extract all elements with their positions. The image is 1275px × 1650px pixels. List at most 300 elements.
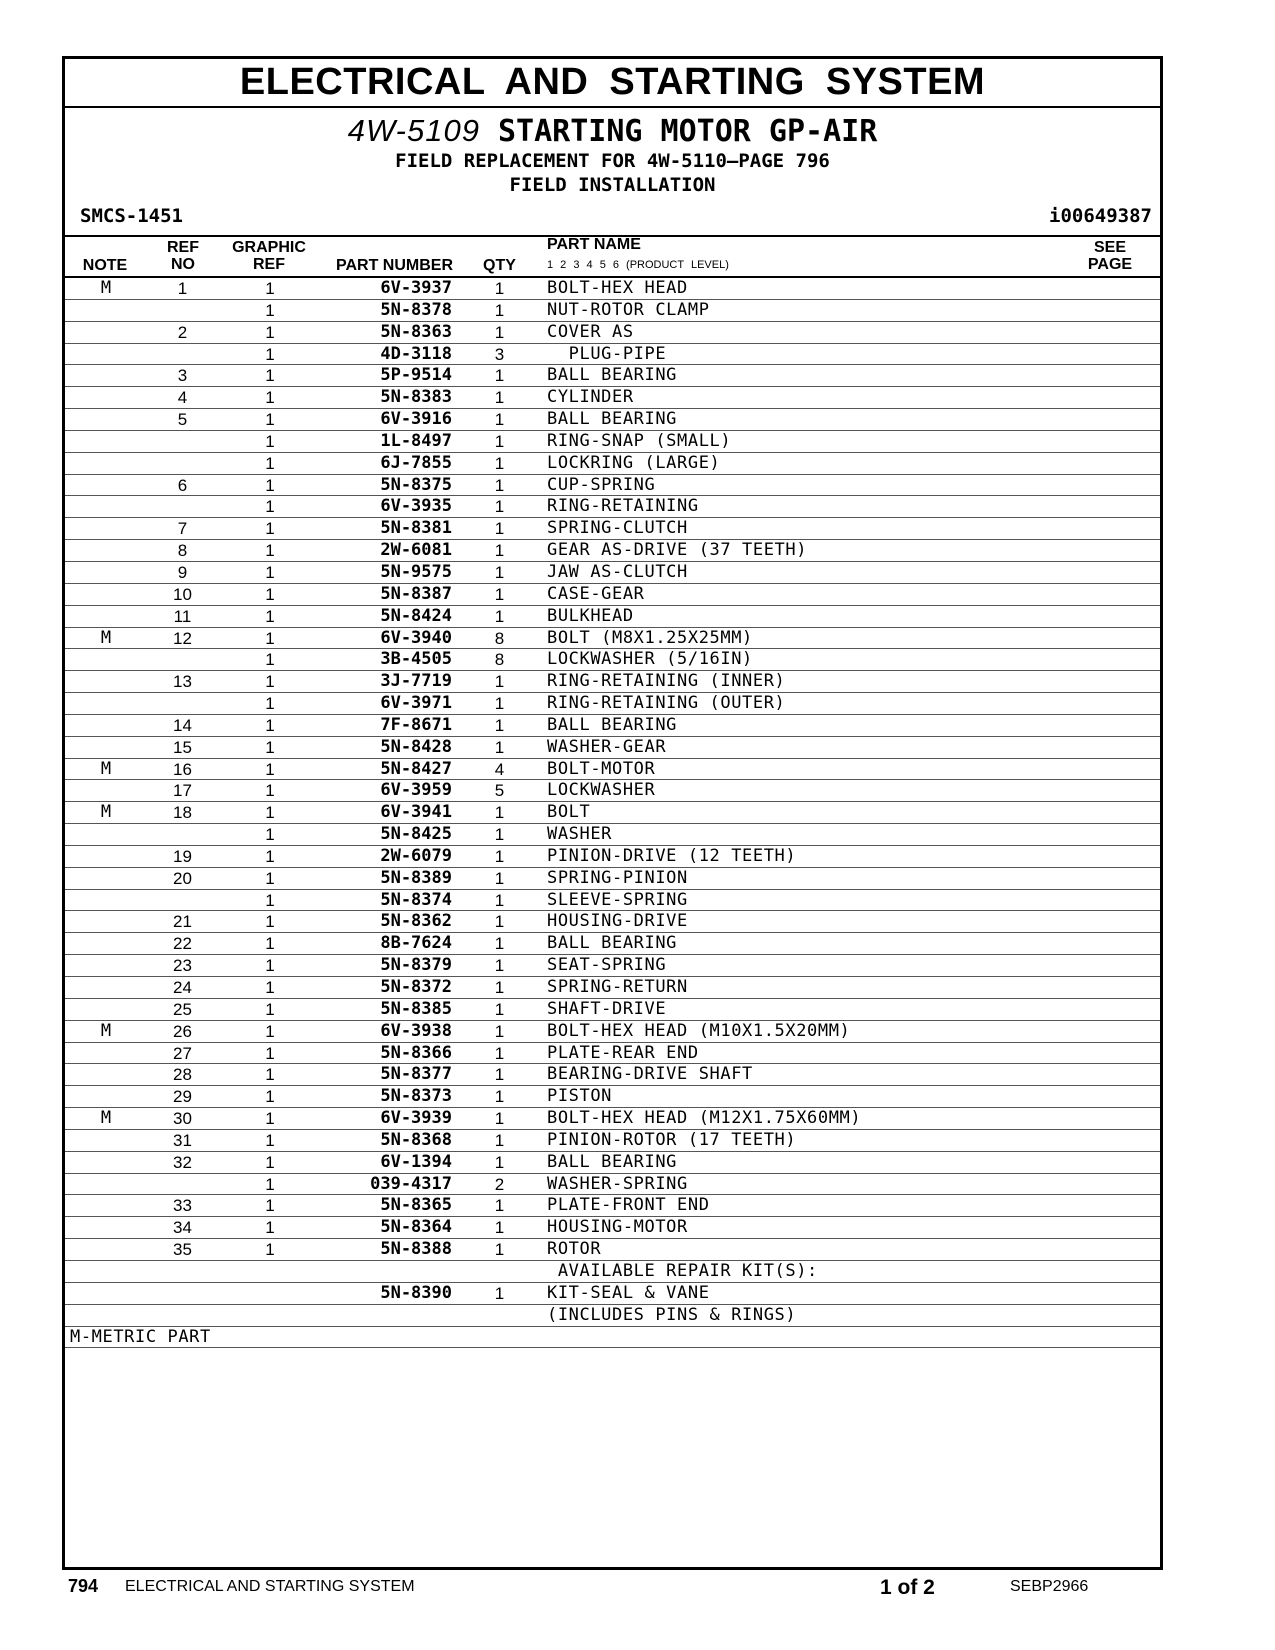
part-number-cell: 7F-8671: [380, 714, 452, 735]
graphic-ref-cell: 1: [265, 1218, 275, 1238]
part-number-cell: 5N-8375: [380, 474, 452, 495]
part-number-cell: 6V-3938: [380, 1020, 452, 1041]
part-name-cell: CYLINDER: [547, 387, 634, 408]
table-row: [65, 1261, 1160, 1283]
part-name-cell: BEARING-DRIVE SHAFT: [547, 1064, 753, 1085]
qty-cell: 1: [494, 453, 505, 473]
part-number-cell: 5N-8362: [380, 911, 452, 932]
table-row: [65, 1086, 1160, 1108]
table-row: [65, 1152, 1160, 1174]
part-name-cell: CASE-GEAR: [547, 583, 645, 604]
table-row: [65, 300, 1160, 322]
part-number-cell: 5N-8383: [380, 387, 452, 408]
part-number-cell: 6V-3971: [380, 693, 452, 714]
graphic-ref-cell: 1: [265, 497, 275, 517]
table-row: [65, 518, 1160, 540]
part-number-cell: 6V-3916: [380, 409, 452, 430]
part-number-cell: 8B-7624: [380, 933, 452, 954]
part-name-cell: (INCLUDES PINS & RINGS): [547, 1304, 797, 1325]
smcs-code: SMCS-1451: [80, 205, 183, 227]
qty-cell: 8: [494, 628, 505, 648]
table-row: [65, 715, 1160, 737]
qty-cell: 1: [494, 300, 505, 320]
parts-table: [65, 278, 1160, 1348]
part-number-cell: 6V-3941: [380, 802, 452, 823]
part-name-cell: BULKHEAD: [547, 605, 634, 626]
qty-cell: 1: [494, 1218, 505, 1238]
col-header-part-name: PART NAME: [547, 236, 641, 253]
part-number-cell: 5N-8427: [380, 758, 452, 779]
part-name-cell: BOLT-MOTOR: [547, 758, 656, 779]
qty-cell: 1: [494, 672, 505, 692]
table-row: [65, 933, 1160, 955]
part-number-cell: 5N-8366: [380, 1042, 452, 1063]
graphic-ref-cell: 1: [265, 825, 275, 845]
ref-no-cell: 11: [173, 606, 192, 626]
ref-no-cell: 16: [173, 759, 192, 779]
col-header-see-page: [1080, 239, 1140, 273]
part-name-cell: GEAR AS-DRIVE (37 TEETH): [547, 540, 808, 561]
qty-cell: 5: [494, 781, 505, 801]
part-number-cell: 2W-6081: [380, 540, 452, 561]
part-number-cell: 1L-8497: [380, 430, 452, 451]
graphic-ref-cell: 1: [265, 388, 275, 408]
qty-cell: 1: [494, 1283, 505, 1303]
graphic-ref-cell: 1: [265, 1021, 275, 1041]
graphic-ref-cell: 1: [265, 300, 275, 320]
part-name-cell: BALL BEARING: [547, 1151, 678, 1172]
page-of: 1 of 2: [880, 1576, 935, 1599]
ref-no-cell: 17: [173, 781, 192, 801]
part-name-cell: HOUSING-MOTOR: [547, 1217, 688, 1238]
qty-cell: 1: [494, 519, 505, 539]
part-name-cell: RING-RETAINING: [547, 496, 699, 517]
graphic-ref-cell: 1: [265, 475, 275, 495]
qty-cell: 1: [494, 803, 505, 823]
metric-footnote: M-METRIC PART: [70, 1326, 211, 1347]
part-name-cell: JAW AS-CLUTCH: [547, 561, 688, 582]
table-row: [65, 649, 1160, 671]
graphic-ref-cell: 1: [265, 1152, 275, 1172]
table-row: [65, 1217, 1160, 1239]
note-cell: M: [100, 1020, 112, 1041]
part-name-cell: RING-SNAP (SMALL): [547, 430, 732, 451]
ref-no-cell: 15: [173, 737, 192, 757]
graphic-ref-cell: 1: [265, 1240, 275, 1260]
part-number-cell: 5N-8374: [380, 889, 452, 910]
part-name-cell: SPRING-PINION: [547, 867, 688, 888]
part-name-cell: WASHER-SPRING: [547, 1173, 688, 1194]
ref-no-cell: 33: [173, 1196, 192, 1216]
footer-section: ELECTRICAL AND STARTING SYSTEM: [125, 1578, 415, 1595]
table-row: [65, 387, 1160, 409]
part-number-cell: 5P-9514: [380, 365, 452, 386]
table-row: [65, 824, 1160, 846]
table-row: [65, 890, 1160, 912]
table-row: [65, 409, 1160, 431]
ref-no-cell: 26: [173, 1021, 192, 1041]
ref-no-cell: 28: [173, 1065, 192, 1085]
ref-no-cell: 22: [173, 934, 192, 954]
ref-no-cell: 31: [173, 1130, 192, 1150]
part-number-cell: 6V-3939: [380, 1108, 452, 1129]
graphic-ref-cell: 1: [265, 759, 275, 779]
ref-no-cell: 9: [177, 562, 188, 582]
ref-no-cell: 8: [177, 541, 188, 561]
graphic-ref-cell: 1: [265, 628, 275, 648]
part-number-cell: 5N-8389: [380, 867, 452, 888]
part-name-cell: COVER AS: [547, 321, 634, 342]
graphic-ref-cell: 1: [265, 519, 275, 539]
graphic-ref-cell: 1: [265, 846, 275, 866]
part-name-cell: AVAILABLE REPAIR KIT(S):: [547, 1260, 818, 1281]
table-row: [65, 278, 1160, 300]
graphic-ref-cell: 1: [265, 781, 275, 801]
part-number-cell: 5N-8390: [380, 1282, 452, 1303]
qty-cell: 1: [494, 868, 505, 888]
graphic-ref-cell: 1: [265, 694, 275, 714]
graphic-ref-cell: 1: [265, 541, 275, 561]
part-number-cell: 5N-8387: [380, 583, 452, 604]
ref-no-cell: 18: [173, 803, 192, 823]
graphic-ref-cell: 1: [265, 606, 275, 626]
qty-cell: 1: [494, 497, 505, 517]
part-number-cell: 6V-3937: [380, 278, 452, 298]
col-header-part-number: PART NUMBER: [335, 257, 454, 274]
ref-no-cell: 7: [177, 519, 188, 539]
table-row: [65, 431, 1160, 453]
qty-cell: 1: [494, 279, 505, 298]
col-header-product-levels: 1 2 3 4 5 6 (PRODUCT LEVEL): [547, 259, 729, 271]
ref-no-cell: 13: [173, 672, 192, 692]
part-name-cell: ROTOR: [547, 1239, 602, 1260]
part-name-cell: WASHER: [547, 824, 613, 845]
qty-cell: 1: [494, 1065, 505, 1085]
part-name-cell: LOCKRING (LARGE): [547, 452, 721, 473]
part-number-cell: 5N-8385: [380, 998, 452, 1019]
table-row: [65, 1174, 1160, 1196]
part-name-cell: SEAT-SPRING: [547, 955, 667, 976]
qty-cell: 1: [494, 562, 505, 582]
part-name-cell: SPRING-CLUTCH: [547, 518, 688, 539]
part-number-cell: 5N-8365: [380, 1195, 452, 1216]
part-number-cell: 5N-8425: [380, 824, 452, 845]
part-name-cell: PINION-DRIVE (12 TEETH): [547, 845, 797, 866]
part-name-cell: PISTON: [547, 1086, 613, 1107]
ref-no-cell: 23: [173, 956, 192, 976]
qty-cell: 1: [494, 584, 505, 604]
qty-cell: 1: [494, 999, 505, 1019]
graphic-ref-cell: 1: [265, 956, 275, 976]
graphic-ref-cell: 1: [265, 999, 275, 1019]
graphic-ref-cell: 1: [265, 650, 275, 670]
part-name-cell: RING-RETAINING (OUTER): [547, 693, 786, 714]
table-row: [65, 911, 1160, 933]
graphic-ref-cell: 1: [265, 978, 275, 997]
col-header-ref-no: [153, 239, 213, 273]
graphic-ref-cell: 1: [265, 737, 275, 757]
part-number-cell: 6V-1394: [380, 1151, 452, 1172]
qty-cell: 1: [494, 1043, 505, 1063]
qty-cell: 1: [494, 541, 505, 561]
part-name-cell: PINION-ROTOR (17 TEETH): [547, 1129, 797, 1150]
footnote-row: [65, 1327, 1160, 1349]
part-number-cell: 3B-4505: [380, 649, 452, 670]
ref-no-cell: 19: [173, 846, 192, 866]
col-header-ref-no-text: REF NO: [167, 239, 199, 273]
graphic-ref-cell: 1: [265, 1043, 275, 1063]
part-number-cell: 5N-8373: [380, 1086, 452, 1107]
part-name-cell: HOUSING-DRIVE: [547, 911, 688, 932]
table-row: [65, 1283, 1160, 1305]
table-row: [65, 780, 1160, 802]
graphic-ref-cell: 1: [265, 431, 275, 451]
group-name: STARTING MOTOR GP-AIR: [498, 114, 878, 149]
qty-cell: 1: [494, 737, 505, 757]
ref-no-cell: 14: [173, 715, 192, 735]
qty-cell: 1: [494, 934, 505, 954]
col-header-graphic-ref-text: GRAPHIC REF: [232, 239, 306, 273]
part-name-cell: RING-RETAINING (INNER): [547, 671, 786, 692]
qty-cell: 1: [494, 694, 505, 714]
qty-cell: 1: [494, 475, 505, 495]
qty-cell: 8: [494, 650, 505, 670]
part-number-cell: 5N-8424: [380, 605, 452, 626]
ref-no-cell: 35: [173, 1240, 192, 1260]
group-title: [65, 113, 1160, 150]
part-number-cell: 5N-8428: [380, 736, 452, 757]
table-row: [65, 322, 1160, 344]
qty-cell: 1: [494, 956, 505, 976]
graphic-ref-cell: 1: [265, 1109, 275, 1129]
table-row: [65, 1108, 1160, 1130]
part-name-cell: SPRING-RETURN: [547, 977, 688, 997]
col-header-graphic-ref: [225, 239, 313, 273]
part-name-cell: SLEEVE-SPRING: [547, 889, 688, 910]
table-row: [65, 977, 1160, 999]
col-header-note: NOTE: [82, 257, 128, 274]
part-name-cell: BALL BEARING: [547, 409, 678, 430]
qty-cell: 1: [494, 978, 505, 997]
ref-no-cell: 32: [173, 1152, 192, 1172]
part-number-cell: 5N-8377: [380, 1064, 452, 1085]
graphic-ref-cell: 1: [265, 279, 275, 298]
qty-cell: 3: [494, 344, 505, 364]
table-row: [65, 1239, 1160, 1261]
table-row: [65, 999, 1160, 1021]
part-number-cell: 2W-6079: [380, 845, 452, 866]
graphic-ref-cell: 1: [265, 1130, 275, 1150]
graphic-ref-cell: 1: [265, 803, 275, 823]
part-name-cell: SHAFT-DRIVE: [547, 998, 667, 1019]
ref-no-cell: 6: [177, 475, 188, 495]
ref-no-cell: 34: [173, 1218, 192, 1238]
table-row: [65, 562, 1160, 584]
part-number-cell: 5N-8372: [380, 977, 452, 997]
qty-cell: 1: [494, 388, 505, 408]
table-row: [65, 1305, 1160, 1327]
qty-cell: 1: [494, 322, 505, 342]
graphic-ref-cell: 1: [265, 344, 275, 364]
note-cell: M: [100, 802, 112, 823]
qty-cell: 1: [494, 1021, 505, 1041]
qty-cell: 1: [494, 825, 505, 845]
qty-cell: 1: [494, 366, 505, 386]
part-number-cell: 6V-3959: [380, 780, 452, 801]
part-number-cell: 5N-9575: [380, 561, 452, 582]
graphic-ref-cell: 1: [265, 868, 275, 888]
qty-cell: 1: [494, 1087, 505, 1107]
section-title: ELECTRICAL AND STARTING SYSTEM: [65, 59, 1160, 108]
graphic-ref-cell: 1: [265, 1087, 275, 1107]
graphic-ref-cell: 1: [265, 715, 275, 735]
part-number-cell: 3J-7719: [380, 671, 452, 692]
table-row: [65, 344, 1160, 366]
ref-no-cell: 2: [177, 322, 188, 342]
qty-cell: 4: [494, 759, 505, 779]
ref-no-cell: 24: [173, 978, 192, 997]
part-number-cell: 5N-8364: [380, 1217, 452, 1238]
part-name-cell: BALL BEARING: [547, 365, 678, 386]
part-name-cell: KIT-SEAL & VANE: [547, 1282, 710, 1303]
ref-no-cell: 21: [173, 912, 192, 932]
graphic-ref-cell: 1: [265, 366, 275, 386]
table-row: [65, 496, 1160, 518]
part-name-cell: PLATE-FRONT END: [547, 1195, 710, 1216]
document-id: SEBP2966: [1010, 1578, 1089, 1595]
qty-cell: 1: [494, 1130, 505, 1150]
table-row: [65, 1043, 1160, 1065]
qty-cell: 1: [494, 890, 505, 910]
ref-no-cell: 29: [173, 1087, 192, 1107]
qty-cell: 2: [494, 1174, 505, 1194]
group-number: 4W-5109: [347, 113, 480, 148]
table-row: [65, 802, 1160, 824]
table-row: [65, 693, 1160, 715]
qty-cell: 1: [494, 715, 505, 735]
graphic-ref-cell: 1: [265, 322, 275, 342]
col-header-see-page-text: SEE PAGE: [1087, 239, 1133, 273]
part-number-cell: 5N-8388: [380, 1239, 452, 1260]
part-number-cell: 6V-3940: [380, 627, 452, 648]
page-footer: [0, 1576, 1275, 1616]
illustration-id: i00649387: [1049, 205, 1152, 227]
part-name-cell: PLATE-REAR END: [547, 1042, 699, 1063]
table-row: [65, 540, 1160, 562]
part-number-cell: 5N-8381: [380, 518, 452, 539]
graphic-ref-cell: 1: [265, 1174, 275, 1194]
graphic-ref-cell: 1: [265, 934, 275, 954]
ref-no-cell: 5: [177, 410, 188, 430]
ref-no-cell: 12: [173, 628, 192, 648]
table-row: [65, 453, 1160, 475]
qty-cell: 1: [494, 1196, 505, 1216]
part-number-cell: 5N-8379: [380, 955, 452, 976]
note-cell: M: [100, 1108, 112, 1129]
table-row: [65, 1021, 1160, 1043]
table-row: [65, 628, 1160, 650]
graphic-ref-cell: 1: [265, 672, 275, 692]
table-row: [65, 1130, 1160, 1152]
part-name-cell: BOLT-HEX HEAD (M12X1.75X60MM): [547, 1108, 862, 1129]
table-row: [65, 759, 1160, 781]
note-cell: M: [100, 758, 112, 779]
graphic-ref-cell: 1: [265, 453, 275, 473]
table-row: [65, 737, 1160, 759]
graphic-ref-cell: 1: [265, 584, 275, 604]
part-number-cell: 4D-3118: [380, 343, 452, 364]
graphic-ref-cell: 1: [265, 410, 275, 430]
ref-no-cell: 27: [173, 1043, 192, 1063]
replacement-note: FIELD REPLACEMENT FOR 4W-5110—PAGE 796: [395, 150, 830, 172]
part-name-cell: BOLT (M8X1.25X25MM): [547, 627, 753, 648]
table-row: [65, 846, 1160, 868]
part-name-cell: BOLT: [547, 802, 591, 823]
part-name-cell: BOLT-HEX HEAD (M10X1.5X20MM): [547, 1020, 851, 1041]
table-row: [65, 1195, 1160, 1217]
qty-cell: 1: [494, 1240, 505, 1260]
part-number-cell: 5N-8368: [380, 1129, 452, 1150]
note-cell: M: [100, 627, 112, 648]
ref-no-cell: 3: [177, 366, 188, 386]
table-row: [65, 868, 1160, 890]
table-row: [65, 671, 1160, 693]
qty-cell: 1: [494, 431, 505, 451]
graphic-ref-cell: 1: [265, 562, 275, 582]
table-row: [65, 475, 1160, 497]
graphic-ref-cell: 1: [265, 1065, 275, 1085]
col-header-qty: QTY: [483, 257, 516, 274]
part-name-cell: NUT-ROTOR CLAMP: [547, 299, 710, 320]
qty-cell: 1: [494, 1152, 505, 1172]
ref-no-cell: 4: [177, 388, 188, 408]
parts-page-frame: [62, 56, 1163, 1570]
table-row: [65, 365, 1160, 387]
installation-note: FIELD INSTALLATION: [509, 174, 716, 196]
graphic-ref-cell: 1: [265, 912, 275, 932]
graphic-ref-cell: 1: [265, 1196, 275, 1216]
part-name-cell: CUP-SPRING: [547, 474, 656, 495]
qty-cell: 1: [494, 606, 505, 626]
table-row: [65, 955, 1160, 977]
qty-cell: 1: [494, 1109, 505, 1129]
page-number: 794: [68, 1576, 99, 1596]
part-name-cell: PLUG-PIPE: [547, 343, 667, 364]
qty-cell: 1: [494, 410, 505, 430]
part-number-cell: 039-4317: [370, 1173, 452, 1194]
part-name-cell: BALL BEARING: [547, 714, 678, 735]
part-name-cell: BOLT-HEX HEAD: [547, 278, 688, 298]
part-name-cell: WASHER-GEAR: [547, 736, 667, 757]
qty-cell: 1: [494, 846, 505, 866]
graphic-ref-cell: 1: [265, 890, 275, 910]
part-number-cell: 5N-8378: [380, 299, 452, 320]
part-number-cell: 6V-3935: [380, 496, 452, 517]
qty-cell: 1: [494, 912, 505, 932]
note-cell: M: [100, 278, 112, 298]
part-name-cell: LOCKWASHER (5/16IN): [547, 649, 753, 670]
table-row: [65, 584, 1160, 606]
part-number-cell: 5N-8363: [380, 321, 452, 342]
ref-no-cell: 10: [173, 584, 192, 604]
part-name-cell: BALL BEARING: [547, 933, 678, 954]
part-name-cell: LOCKWASHER: [547, 780, 656, 801]
ref-no-cell: 25: [173, 999, 192, 1019]
table-row: [65, 606, 1160, 628]
part-number-cell: 6J-7855: [380, 452, 452, 473]
ref-no-cell: 20: [173, 868, 192, 888]
ref-no-cell: 30: [173, 1109, 192, 1129]
